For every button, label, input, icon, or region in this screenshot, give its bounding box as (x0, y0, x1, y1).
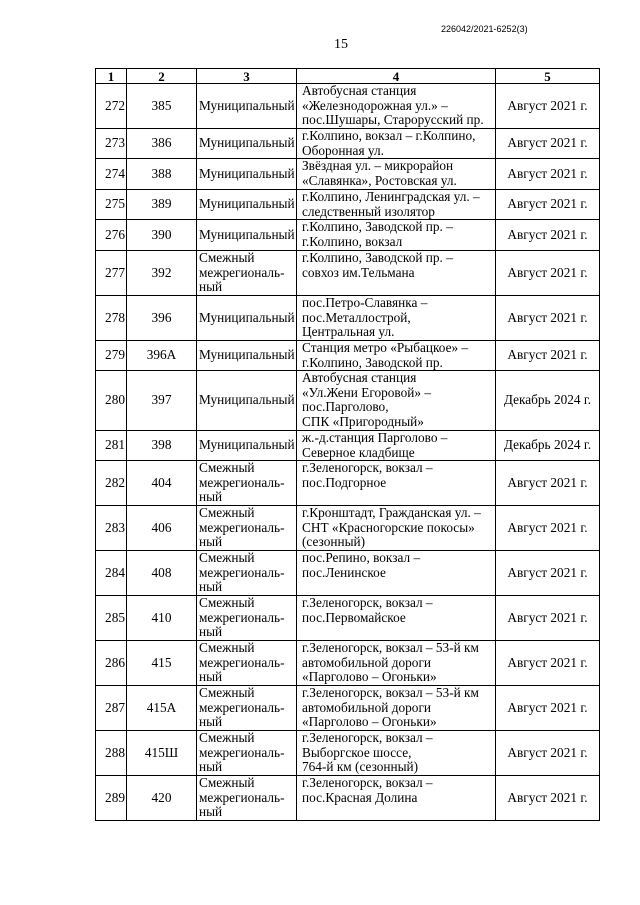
table-row (96, 159, 600, 190)
route-type-cell: Муниципальный (197, 220, 297, 251)
table-row (96, 776, 600, 821)
row-number-cell: 278 (96, 296, 127, 341)
opening-date-cell: Август 2021 г. (496, 641, 600, 686)
opening-date-cell: Август 2021 г. (496, 220, 600, 251)
opening-date-cell: Август 2021 г. (496, 296, 600, 341)
opening-date-cell: Август 2021 г. (496, 341, 600, 371)
route-number-cell: 415Ш (127, 731, 197, 776)
table-row (96, 686, 600, 731)
route-path-cell: г.Колпино, Заводской пр. – совхоз им.Тельмана (297, 251, 496, 296)
route-path-cell: г.Колпино, вокзал – г.Колпино, Оборонная ул. (297, 129, 496, 159)
route-number-cell: 420 (127, 776, 197, 821)
row-number-cell: 286 (96, 641, 127, 686)
header-cell-5: 5 (496, 69, 600, 84)
table-row (96, 371, 600, 431)
header-cell-1: 1 (96, 69, 127, 84)
row-number-cell: 275 (96, 190, 127, 220)
table-row (96, 506, 600, 551)
route-path-cell: Автобусная станция «Ул.Жени Егоровой» – пос.Парголово, СПК «Пригородный» (297, 371, 496, 431)
table-row (96, 431, 600, 461)
row-number-cell: 279 (96, 341, 127, 371)
route-type-cell: Муниципальный (197, 431, 297, 461)
row-number-cell: 277 (96, 251, 127, 296)
page-number: 15 (334, 37, 348, 52)
route-number-cell: 389 (127, 190, 197, 220)
route-number-cell: 410 (127, 596, 197, 641)
route-path-cell: г.Зеленогорск, вокзал – Выборгское шоссе, 764-й км (сезонный) (297, 731, 496, 776)
row-number-cell: 273 (96, 129, 127, 159)
opening-date-cell: Август 2021 г. (496, 551, 600, 596)
route-type-cell: Муниципальный (197, 129, 297, 159)
route-path-cell: г.Зеленогорск, вокзал – 53-й км автомобильной дороги «Парголово – Огоньки» (297, 641, 496, 686)
route-number-cell: 415А (127, 686, 197, 731)
row-number-cell: 284 (96, 551, 127, 596)
route-path-cell: г.Колпино, Заводской пр. – г.Колпино, вокзал (297, 220, 496, 251)
route-number-cell: 397 (127, 371, 197, 431)
route-path-cell: ж.-д.станция Парголово – Северное кладбище (297, 431, 496, 461)
table-row (96, 551, 600, 596)
route-path-cell: Автобусная станция «Железнодорожная ул.» – пос.Шушары, Старорусский пр. (297, 84, 496, 129)
row-number-cell: 276 (96, 220, 127, 251)
route-type-cell: Смежный межрегиональ- ный (197, 461, 297, 506)
row-number-cell: 282 (96, 461, 127, 506)
route-path-cell: пос.Репино, вокзал – пос.Ленинское (297, 551, 496, 596)
table-row (96, 461, 600, 506)
route-number-cell: 390 (127, 220, 197, 251)
table-row (96, 129, 600, 159)
route-number-cell: 396 (127, 296, 197, 341)
route-type-cell: Смежный межрегиональ- ный (197, 776, 297, 821)
opening-date-cell: Август 2021 г. (496, 159, 600, 190)
route-type-cell: Муниципальный (197, 159, 297, 190)
opening-date-cell: Август 2021 г. (496, 129, 600, 159)
route-type-cell: Смежный межрегиональ- ный (197, 551, 297, 596)
table-row (96, 190, 600, 220)
opening-date-cell: Август 2021 г. (496, 461, 600, 506)
route-number-cell: 398 (127, 431, 197, 461)
route-type-cell: Муниципальный (197, 341, 297, 371)
opening-date-cell: Август 2021 г. (496, 686, 600, 731)
route-path-cell: г.Зеленогорск, вокзал – 53-й км автомобильной дороги «Парголово – Огоньки» (297, 686, 496, 731)
document-reference-number: 226042/2021-6252(3) (441, 24, 528, 34)
row-number-cell: 281 (96, 431, 127, 461)
route-type-cell: Муниципальный (197, 296, 297, 341)
route-type-cell: Смежный межрегиональ- ный (197, 641, 297, 686)
opening-date-cell: Декабрь 2024 г. (496, 431, 600, 461)
route-type-cell: Смежный межрегиональ- ный (197, 596, 297, 641)
opening-date-cell: Август 2021 г. (496, 190, 600, 220)
opening-date-cell: Август 2021 г. (496, 506, 600, 551)
route-path-cell: г.Зеленогорск, вокзал – пос.Красная Долина (297, 776, 496, 821)
route-number-cell: 386 (127, 129, 197, 159)
route-type-cell: Смежный межрегиональ- ный (197, 251, 297, 296)
header-cell-4: 4 (297, 69, 496, 84)
table-row (96, 251, 600, 296)
table-row (96, 731, 600, 776)
opening-date-cell: Август 2021 г. (496, 596, 600, 641)
route-path-cell: г.Кронштадт, Гражданская ул. – СНТ «Красногорские покосы» (сезонный) (297, 506, 496, 551)
row-number-cell: 287 (96, 686, 127, 731)
route-type-cell: Смежный межрегиональ- ный (197, 686, 297, 731)
route-path-cell: г.Зеленогорск, вокзал – пос.Подгорное (297, 461, 496, 506)
route-path-cell: г.Зеленогорск, вокзал – пос.Первомайское (297, 596, 496, 641)
table-row (96, 641, 600, 686)
route-type-cell: Смежный межрегиональ- ный (197, 506, 297, 551)
table-row (96, 220, 600, 251)
route-number-cell: 404 (127, 461, 197, 506)
route-type-cell: Муниципальный (197, 371, 297, 431)
opening-date-cell: Август 2021 г. (496, 731, 600, 776)
opening-date-cell: Декабрь 2024 г. (496, 371, 600, 431)
opening-date-cell: Август 2021 г. (496, 84, 600, 129)
route-number-cell: 415 (127, 641, 197, 686)
row-number-cell: 274 (96, 159, 127, 190)
route-path-cell: Станция метро «Рыбацкое» – г.Колпино, Заводской пр. (297, 341, 496, 371)
table-row (96, 296, 600, 341)
route-number-cell: 408 (127, 551, 197, 596)
route-number-cell: 392 (127, 251, 197, 296)
table-header-row (96, 69, 600, 84)
route-number-cell: 406 (127, 506, 197, 551)
route-number-cell: 396А (127, 341, 197, 371)
route-number-cell: 388 (127, 159, 197, 190)
route-number-cell: 385 (127, 84, 197, 129)
route-path-cell: г.Колпино, Ленинградская ул. – следственный изолятор (297, 190, 496, 220)
table-row (96, 341, 600, 371)
route-type-cell: Муниципальный (197, 84, 297, 129)
header-cell-2: 2 (127, 69, 197, 84)
opening-date-cell: Август 2021 г. (496, 251, 600, 296)
row-number-cell: 283 (96, 506, 127, 551)
row-number-cell: 289 (96, 776, 127, 821)
opening-date-cell: Август 2021 г. (496, 776, 600, 821)
route-path-cell: пос.Петро-Славянка – пос.Металлострой, Центральная ул. (297, 296, 496, 341)
row-number-cell: 272 (96, 84, 127, 129)
header-cell-3: 3 (197, 69, 297, 84)
table-row (96, 84, 600, 129)
route-type-cell: Смежный межрегиональ- ный (197, 731, 297, 776)
route-path-cell: Звёздная ул. – микрорайон «Славянка», Ростовская ул. (297, 159, 496, 190)
row-number-cell: 280 (96, 371, 127, 431)
route-type-cell: Муниципальный (197, 190, 297, 220)
table-row (96, 596, 600, 641)
row-number-cell: 285 (96, 596, 127, 641)
row-number-cell: 288 (96, 731, 127, 776)
table-body (96, 84, 600, 821)
routes-table (95, 68, 600, 821)
